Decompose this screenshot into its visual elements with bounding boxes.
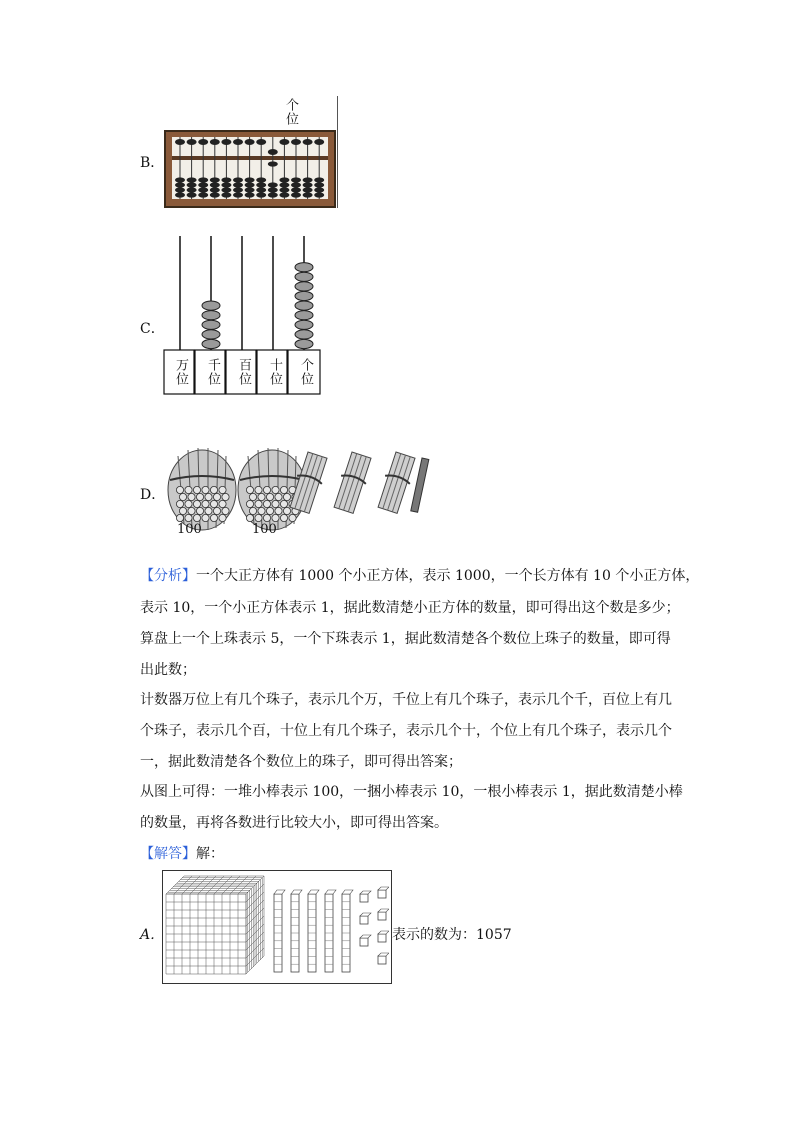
unit-cube — [378, 912, 386, 920]
abacus-bead — [268, 149, 278, 155]
abacus-bead — [314, 177, 324, 182]
abacus-bead — [210, 192, 220, 197]
abacus-bead — [245, 177, 255, 182]
abacus-bead — [245, 187, 255, 192]
abacus-bead — [256, 139, 266, 145]
abacus-bead — [175, 182, 185, 187]
analysis-line-1: 【分析】一个大正方体有 1000 个小正方体，表示 1000，一个长方体有 10 个小正方体， — [140, 568, 700, 584]
abacus-bead — [187, 139, 197, 145]
abacus-bead — [256, 177, 266, 182]
abacus-bead — [314, 139, 324, 145]
abacus-bead — [187, 187, 197, 192]
abacus-bead — [175, 187, 185, 192]
abacus-bead — [256, 182, 266, 187]
abacus-bead — [221, 139, 231, 145]
abacus-bead — [279, 177, 289, 182]
abacus-bead — [198, 187, 208, 192]
abacus-bead — [175, 139, 185, 145]
abacus-bead — [256, 192, 266, 197]
abacus-bead — [198, 182, 208, 187]
abacus-bead — [233, 192, 243, 197]
abacus-image — [164, 130, 336, 208]
analysis-line-4: 出此数； — [140, 662, 196, 678]
abacus-bead — [268, 192, 278, 197]
counter-bead — [295, 282, 313, 291]
stick-pile-100 — [168, 448, 236, 530]
counter-bead — [295, 330, 313, 339]
thousand-cube — [166, 876, 264, 974]
unit-cube — [378, 890, 386, 898]
counter-bead — [202, 301, 220, 310]
abacus-bead — [256, 187, 266, 192]
abacus-bead — [303, 192, 313, 197]
abacus-bead — [291, 187, 301, 192]
place-label-ge: 个位 — [298, 358, 313, 386]
unit-cube — [378, 934, 386, 942]
counter-bead — [295, 263, 313, 272]
abacus-bead — [279, 187, 289, 192]
figure-border-line — [337, 96, 338, 208]
abacus-bead — [187, 192, 197, 197]
abacus-bead — [245, 139, 255, 145]
abacus-bead — [245, 182, 255, 187]
abacus-bead — [233, 187, 243, 192]
analysis-line-9: 的数量，再将各数进行比较大小，即可得出答案。 — [140, 815, 448, 831]
abacus-ones-place-label: 个位 — [283, 98, 298, 126]
abacus-bead — [314, 187, 324, 192]
ten-rods — [274, 890, 353, 972]
base-ten-blocks-image — [164, 872, 389, 980]
abacus-bead — [187, 182, 197, 187]
abacus-bead — [210, 139, 220, 145]
stick-bundle-10 — [375, 451, 418, 514]
analysis-line-2: 表示 10，一个小正方体表示 1，据此数清楚小正方体的数量，即可得出这个数是多少； — [140, 600, 680, 616]
place-label-bai: 百位 — [236, 358, 251, 386]
abacus-bead — [245, 192, 255, 197]
single-stick — [411, 458, 429, 512]
abacus-bead — [210, 187, 220, 192]
place-label-shi: 十位 — [267, 358, 282, 386]
abacus-bead — [187, 177, 197, 182]
abacus-bead — [291, 177, 301, 182]
abacus-bead — [198, 139, 208, 145]
analysis-line-6: 个珠子，表示几个百，十位上有几个珠子，表示几个十，个位上有几个珠子，表示几个 — [140, 723, 672, 739]
abacus-bead — [291, 192, 301, 197]
abacus-bead — [279, 192, 289, 197]
abacus-bead — [303, 182, 313, 187]
analysis-line-8: 从图上可得：一堆小棒表示 100，一捆小棒表示 10，一根小棒表示 1，据此数清楚小棒 — [140, 784, 683, 800]
place-label-qian: 千位 — [205, 358, 220, 386]
unit-cubes — [360, 887, 389, 964]
abacus-bead — [233, 177, 243, 182]
unit-cube — [360, 916, 368, 924]
counter-bead — [295, 301, 313, 310]
answer-tag: 【解答】 — [140, 846, 196, 862]
abacus-bead — [221, 177, 231, 182]
option-d-label: D． — [140, 487, 166, 503]
counter-bead — [295, 291, 313, 300]
abacus-bead — [210, 182, 220, 187]
abacus-bead — [175, 192, 185, 197]
counter-bead — [295, 272, 313, 281]
abacus-bead — [303, 139, 313, 145]
abacus-bead — [303, 187, 313, 192]
abacus-bead — [291, 182, 301, 187]
counter-bead — [202, 311, 220, 320]
counter-rods — [180, 236, 313, 350]
abacus-bead — [279, 139, 289, 145]
counter-bead — [202, 320, 220, 329]
option-a-label: A． — [140, 927, 165, 943]
option-a-result: 表示的数为：1057 — [392, 927, 512, 943]
abacus-bead — [233, 139, 243, 145]
abacus-bead — [268, 182, 278, 187]
option-c-label: C． — [140, 321, 165, 337]
counter-bead — [202, 330, 220, 339]
abacus-bead — [291, 139, 301, 145]
pile-label-2: 100 — [252, 522, 277, 537]
unit-cube — [360, 894, 368, 902]
stick-bundle-10 — [331, 451, 374, 514]
abacus-bead — [314, 192, 324, 197]
pile-label-1: 100 — [177, 522, 202, 537]
counter-bead — [295, 320, 313, 329]
counter-bead — [202, 339, 220, 348]
abacus-bead — [268, 187, 278, 192]
abacus-bead — [268, 161, 278, 166]
abacus-bead — [221, 182, 231, 187]
analysis-line-7: 一，据此数清楚各个数位上的珠子，即可得出答案； — [140, 754, 462, 770]
abacus-bead — [303, 177, 313, 182]
counter-bead — [295, 339, 313, 348]
option-b-label: B． — [140, 155, 165, 171]
analysis-tag: 【分析】 — [140, 568, 196, 584]
analysis-line-5: 计数器万位上有几个珠子，表示几个万，千位上有几个珠子，表示几个千，百位上有几 — [140, 692, 672, 708]
answer-heading: 【解答】解： — [140, 846, 224, 862]
abacus-bead — [314, 182, 324, 187]
analysis-line-3: 算盘上一个上珠表示 5，一个下珠表示 1，据此数清楚各个数位上珠子的数量，即可得 — [140, 631, 671, 647]
abacus-bead — [198, 177, 208, 182]
abacus-bead — [210, 177, 220, 182]
abacus-bead — [233, 182, 243, 187]
abacus-bead — [221, 192, 231, 197]
place-label-wan: 万位 — [173, 358, 188, 386]
unit-cube — [378, 956, 386, 964]
abacus-bead — [175, 177, 185, 182]
abacus-bead — [221, 187, 231, 192]
unit-cube — [360, 938, 368, 946]
abacus-bead — [198, 192, 208, 197]
abacus-bead — [279, 182, 289, 187]
counter-bead — [295, 311, 313, 320]
